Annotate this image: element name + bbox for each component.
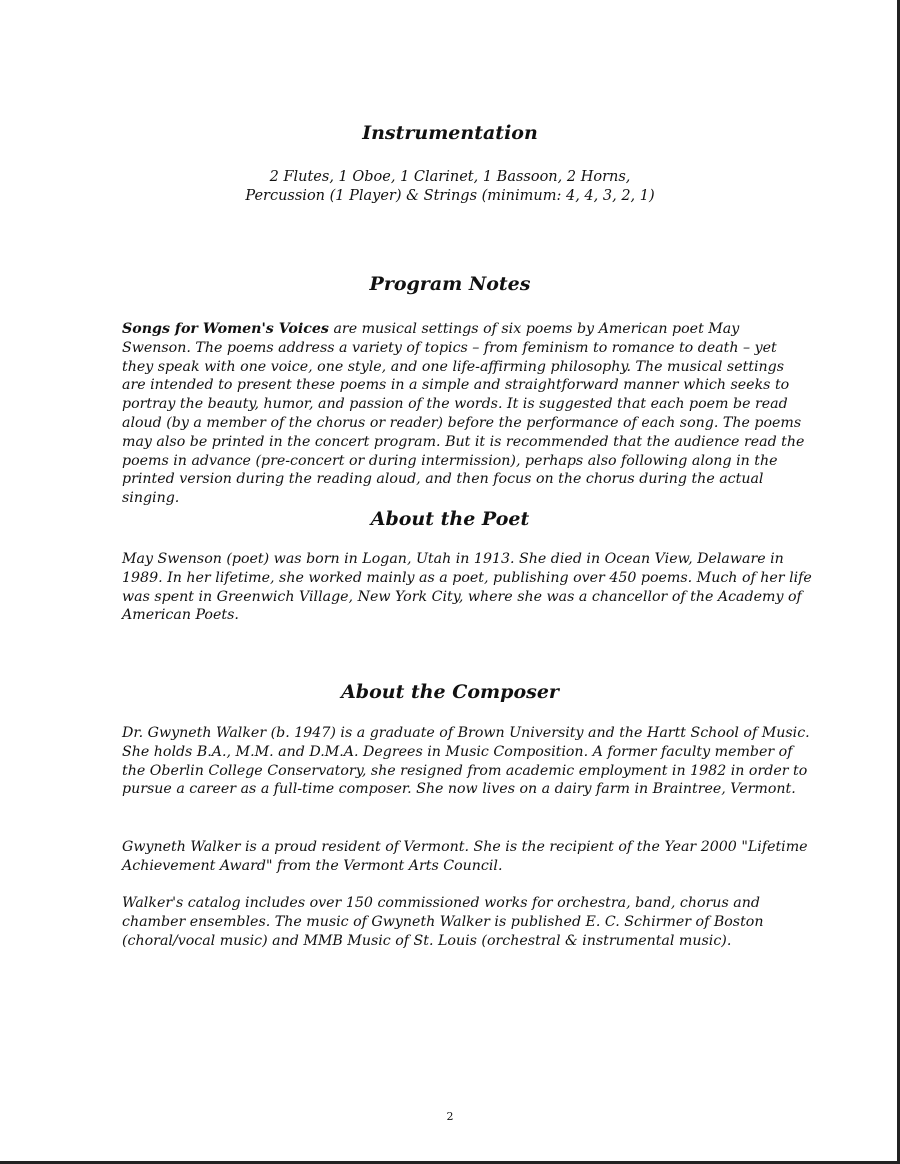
work-title: Songs for Women's Voices [122, 321, 329, 337]
about-poet-heading: About the Poet [370, 508, 530, 530]
about-poet-paragraph: May Swenson (poet) was born in Logan, Utah in 1913. She died in Ocean View, Delaware in 1989. In her lifetime, she worked mainly as a poet, publishing over 450 poems. Much of her life was spent in Greenwich Village, New York City, where she was a chancellor of the Academy of American Poets. [122, 551, 812, 624]
program-notes-heading: Program Notes [369, 273, 531, 295]
program-notes-paragraph [122, 320, 812, 508]
about-composer-heading: About the Composer [341, 681, 559, 703]
instrumentation-line-1: 2 Flutes, 1 Oboe, 1 Clarinet, 1 Bassoon, 2 Horns, [269, 169, 631, 185]
composer-paragraph-3: Walker's catalog includes over 150 commissioned works for orchestra, band, chorus and chamber ensembles. The music of Gwyneth Walker is published E. C. Schirmer of Boston (choral/vocal music) and MMB Music of St. Louis (orchestral & instrumental music). [122, 895, 764, 949]
instrumentation-heading: Instrumentation [362, 122, 538, 144]
composer-paragraph-1: Dr. Gwyneth Walker (b. 1947) is a graduate of Brown University and the Hartt School of Music. She holds B.A., M.M. and D.M.A. Degrees in Music Composition. A former faculty member of the Oberlin College Conservatory, she resigned from academic employment in 1982 in order to pursue a career as a full-time composer. She now lives on a dairy farm in Braintree, Vermont. [122, 725, 810, 798]
program-notes-body: are musical settings of six poems by American poet May Swenson. The poems address a variety of topics – from feminism to romance to death – yet they speak with one voice, one style, and one life-affirming philosophy. The musical settings are intended to present these poems in a simple and straightforward manner which seeks to portray the beauty, humor, and passion of the words. It is suggested that each poem be read aloud (by a member of the chorus or reader) before the performance of each song. The poems may also be printed in the concert program. But it is recommended that the audience read the poems in advance (pre-concert or during intermission), perhaps also following along in the printed version during the reading aloud, and then focus on the chorus during the actual singing. [122, 321, 805, 507]
instrumentation-line-2: Percussion (1 Player) & Strings (minimum: 4, 4, 3, 2, 1) [245, 188, 655, 204]
composer-paragraph-2: Gwyneth Walker is a proud resident of Vermont. She is the recipient of the Year 2000 "Lifetime Achievement Award" from the Vermont Arts Council. [122, 839, 808, 874]
page-number: 2 [446, 1110, 454, 1123]
